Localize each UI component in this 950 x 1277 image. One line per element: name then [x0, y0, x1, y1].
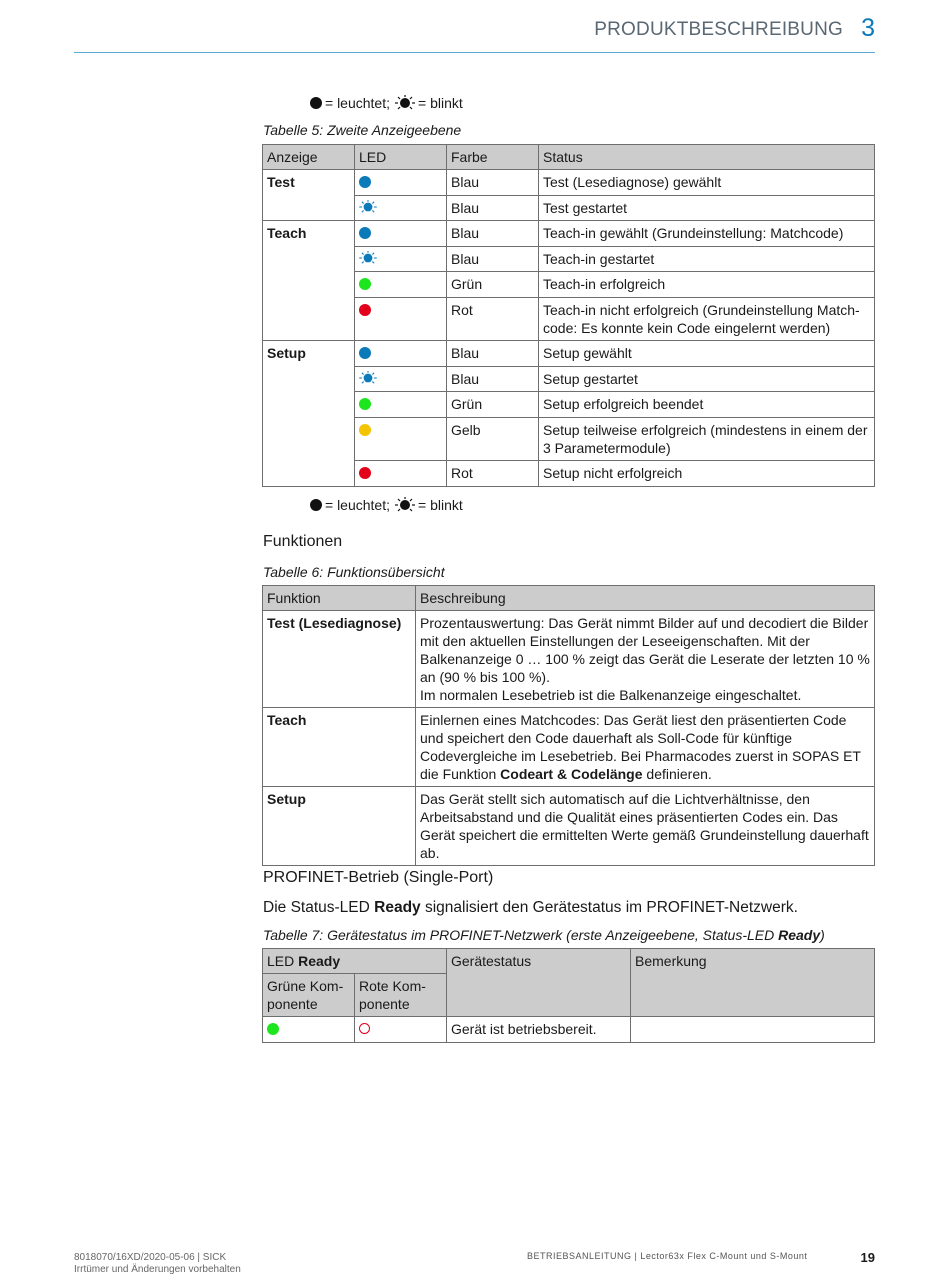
led-cell	[355, 196, 447, 221]
table7-caption	[263, 927, 825, 943]
table-row	[263, 418, 875, 461]
caption-emphasis: Ready	[778, 927, 821, 943]
led-cell	[355, 367, 447, 392]
color-cell: Rot	[447, 298, 539, 341]
status-cell: Setup gewählt	[539, 341, 875, 367]
description-text: definieren.	[642, 766, 712, 782]
paragraph-text: Die Status-LED	[263, 899, 375, 916]
blue-blink-led-icon	[359, 200, 377, 214]
color-cell: Grün	[447, 392, 539, 418]
status-cell: Test (Lesediagnose) gewählt	[539, 170, 875, 196]
legend-blink-label: = blinkt	[418, 95, 463, 111]
blue-led-icon	[359, 227, 371, 239]
led-cell	[355, 392, 447, 418]
col-header-beschreibung: Beschreibung	[416, 586, 875, 611]
legend-lit-label: = leuchtet;	[325, 497, 390, 513]
group-label-setup: Setup	[263, 341, 355, 487]
col-header-status: Status	[539, 145, 875, 170]
footer-disclaimer: Irrtümer und Änderungen vorbehalten	[74, 1264, 241, 1275]
blink-dot-icon	[395, 497, 415, 513]
table-row	[263, 298, 875, 341]
table-row	[263, 787, 875, 866]
function-name: Setup	[263, 787, 416, 866]
col-header-led: LED	[355, 145, 447, 170]
status-cell: Setup teilweise erfolgreich (mindestens in einem der 3 Parametermodule)	[539, 418, 875, 461]
col-header-farbe: Farbe	[447, 145, 539, 170]
remark-cell	[631, 1017, 875, 1043]
table-row	[263, 221, 875, 247]
lit-dot-icon	[310, 499, 322, 511]
led-legend	[310, 95, 463, 111]
led-cell	[355, 221, 447, 247]
led-cell	[355, 341, 447, 367]
section-number: 3	[861, 14, 875, 42]
status-cell: Setup gestartet	[539, 367, 875, 392]
green-led-icon	[267, 1023, 279, 1035]
caption-text: )	[820, 927, 825, 943]
table-geraetestatus-profinet	[262, 948, 875, 1043]
color-cell: Blau	[447, 367, 539, 392]
table-row	[263, 461, 875, 487]
status-cell: Gerät ist betriebsbereit.	[447, 1017, 631, 1043]
color-cell: Blau	[447, 196, 539, 221]
led-legend	[310, 497, 463, 513]
red-led-icon	[359, 467, 371, 479]
table6-caption: Tabelle 6: Funktionsübersicht	[263, 564, 445, 580]
function-name: Teach	[263, 708, 416, 787]
blue-led-icon	[359, 176, 371, 188]
status-cell: Teach-in gewählt (Grundeinstellung: Matchcode)	[539, 221, 875, 247]
col-header-rote-komponente: Rote Kom-ponente	[355, 974, 447, 1017]
led-cell	[355, 298, 447, 341]
profinet-paragraph	[263, 899, 798, 917]
table-header-row	[263, 586, 875, 611]
yellow-led-icon	[359, 424, 371, 436]
legend-blink-label: = blinkt	[418, 497, 463, 513]
col-header-led-ready	[263, 949, 447, 974]
table5-caption: Tabelle 5: Zweite Anzeigeebene	[263, 122, 462, 138]
blue-blink-led-icon	[359, 371, 377, 385]
status-cell: Teach-in erfolgreich	[539, 272, 875, 298]
led-cell	[355, 418, 447, 461]
caption-text: Tabelle 7: Gerätestatus im PROFINET-Netzwerk (erste Anzeigeebene, Status-LED	[263, 927, 779, 943]
header-emphasis: Ready	[298, 953, 341, 969]
description-text: Im normalen Lesebetrieb ist die Balkenanzeige eingeschaltet.	[420, 687, 802, 703]
table-zweite-anzeigeebene	[262, 144, 875, 487]
status-cell: Teach-in nicht erfolgreich (Grundeinstellung Match-code: Es konnte kein Code eingelernt werden)	[539, 298, 875, 341]
page-number: 19	[860, 1250, 875, 1265]
green-led-icon	[359, 398, 371, 410]
footer-manual-title: BETRIEBSANLEITUNG | Lector63x Flex C-Mount und S-Mount	[527, 1251, 808, 1261]
color-cell: Gelb	[447, 418, 539, 461]
col-header-anzeige: Anzeige	[263, 145, 355, 170]
group-label-test: Test	[263, 170, 355, 221]
section-heading-funktionen: Funktionen	[263, 533, 343, 550]
section-heading-profinet: PROFINET-Betrieb (Single-Port)	[263, 869, 494, 886]
table-funktionsuebersicht	[262, 585, 875, 866]
table-row	[263, 247, 875, 272]
table-row	[263, 1017, 875, 1043]
color-cell: Blau	[447, 221, 539, 247]
col-header-funktion: Funktion	[263, 586, 416, 611]
led-cell	[355, 461, 447, 487]
status-cell: Teach-in gestartet	[539, 247, 875, 272]
group-label-teach: Teach	[263, 221, 355, 341]
color-cell: Blau	[447, 341, 539, 367]
col-header-geraetestatus: Gerätestatus	[447, 949, 631, 1017]
function-description: Das Gerät stellt sich automatisch auf die Lichtverhältnisse, den Arbeitsabstand und die Qualität eines präsentierten Codes ein. Das Gerät speichert die ermittelten Werte gemäß Grundeinstellung dauerhaft ab.	[416, 787, 875, 866]
description-emphasis: Codeart & Codelänge	[500, 766, 643, 782]
color-cell: Blau	[447, 170, 539, 196]
led-cell	[355, 170, 447, 196]
description-text: Einlernen eines Matchcodes: Das Gerät liest den präsentierten Code und speichert den Code dauerhaft als Soll-Code für künftige Codevergleiche im Lesebetrieb. Bei Pharmacodes zuerst in SOPAS ET die Funktion	[420, 712, 861, 782]
table-row	[263, 611, 875, 708]
table-row	[263, 341, 875, 367]
status-cell: Test gestartet	[539, 196, 875, 221]
section-title: PRODUKTBESCHREIBUNG	[594, 19, 843, 40]
paragraph-emphasis: Ready	[374, 899, 421, 916]
status-cell: Setup nicht erfolgreich	[539, 461, 875, 487]
function-description	[416, 611, 875, 708]
description-text: Prozentauswertung: Das Gerät nimmt Bilder auf und decodiert die Bilder mit den aktuellen Einstellungen der Leseeigenschaften. Mit der Balkenanzeige 0 … 100 % zeigt das Gerät die Leserate der letzten 10 % an (90 % bis 100 %).	[420, 615, 870, 685]
table-row	[263, 708, 875, 787]
color-cell: Blau	[447, 247, 539, 272]
green-led-icon	[359, 278, 371, 290]
paragraph-text: signalisiert den Gerätestatus im PROFINET-Netzwerk.	[420, 899, 798, 916]
red-led-icon	[359, 304, 371, 316]
red-led-cell	[355, 1017, 447, 1043]
footer-doc-id: 8018070/16XD/2020-05-06 | SICK	[74, 1252, 227, 1263]
color-cell: Rot	[447, 461, 539, 487]
lit-dot-icon	[310, 97, 322, 109]
blue-led-icon	[359, 347, 371, 359]
status-cell: Setup erfolgreich beendet	[539, 392, 875, 418]
col-header-gruene-komponente: Grüne Kom-ponente	[263, 974, 355, 1017]
header-text: LED	[267, 953, 299, 969]
table-row	[263, 367, 875, 392]
table-header-row	[263, 949, 875, 974]
table-row	[263, 196, 875, 221]
function-name: Test (Lesediagnose)	[263, 611, 416, 708]
blue-blink-led-icon	[359, 251, 377, 265]
header-rule	[74, 52, 875, 53]
green-led-cell	[263, 1017, 355, 1043]
table-row	[263, 392, 875, 418]
red-led-off-icon	[359, 1023, 370, 1034]
led-cell	[355, 247, 447, 272]
function-description	[416, 708, 875, 787]
blink-dot-icon	[395, 95, 415, 111]
table-header-row	[263, 145, 875, 170]
col-header-bemerkung: Bemerkung	[631, 949, 875, 1017]
color-cell: Grün	[447, 272, 539, 298]
table-row	[263, 170, 875, 196]
led-cell	[355, 272, 447, 298]
legend-lit-label: = leuchtet;	[325, 95, 390, 111]
table-row	[263, 272, 875, 298]
